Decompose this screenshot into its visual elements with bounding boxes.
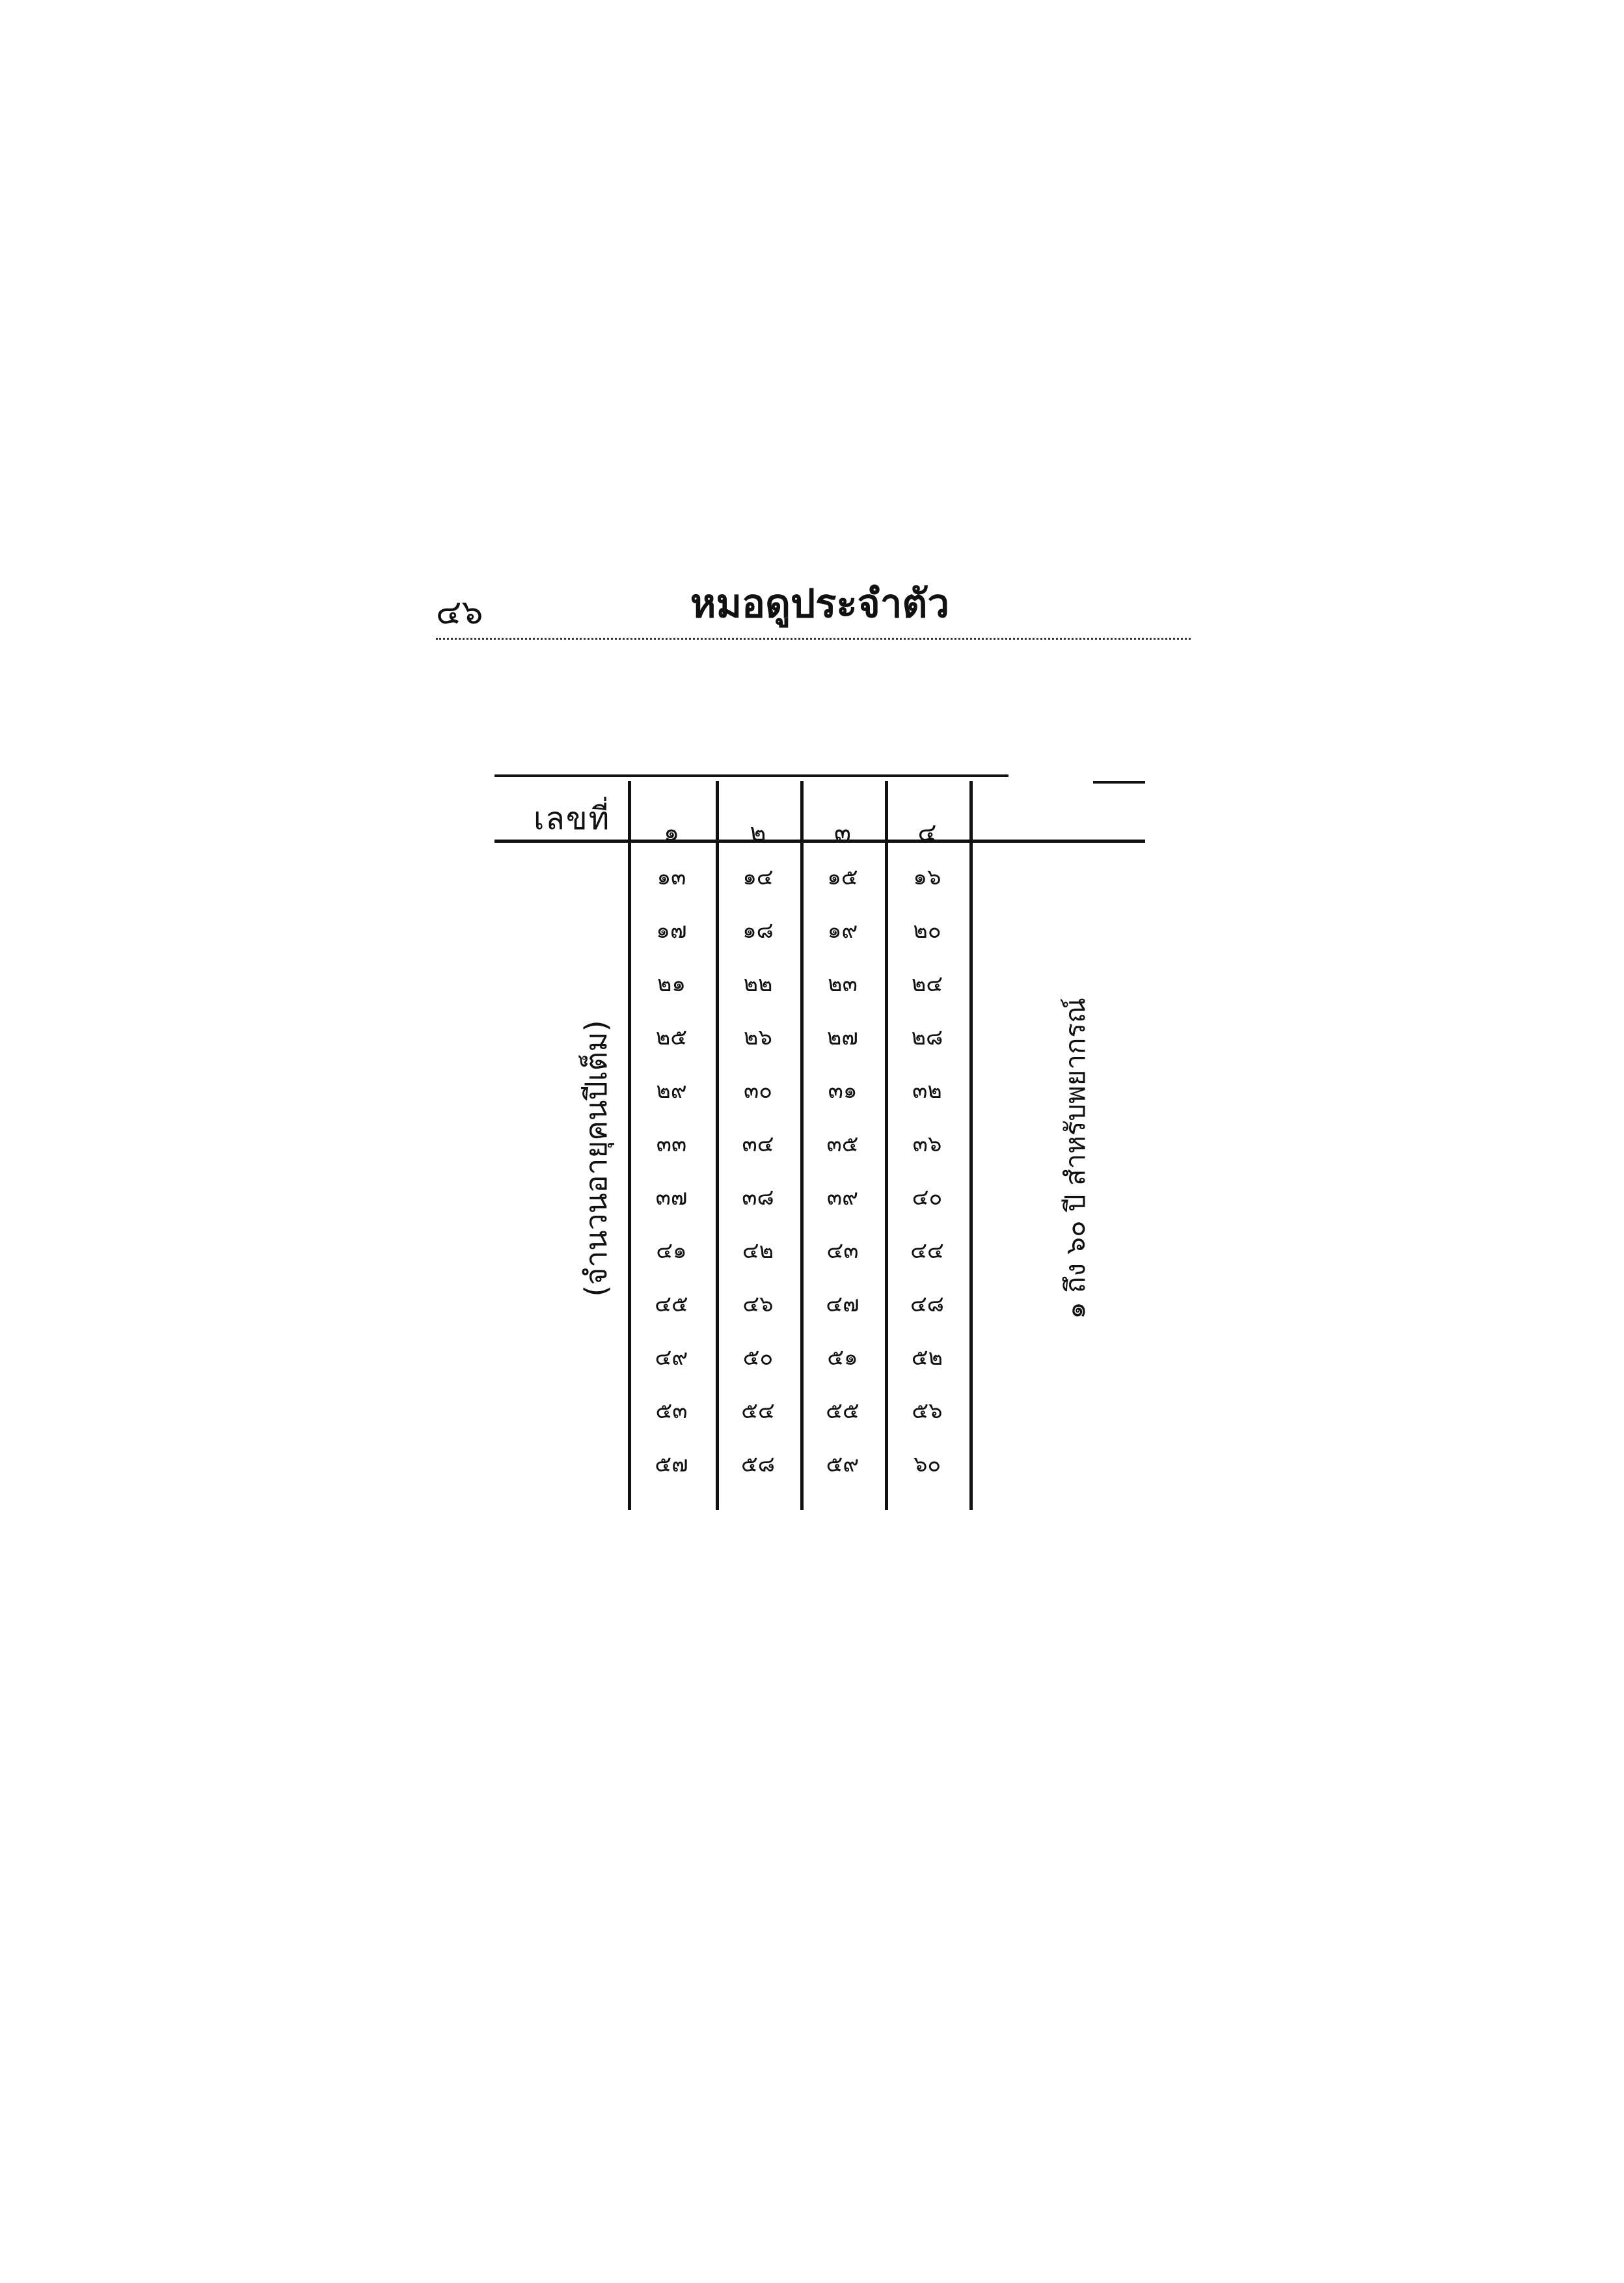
- column-header: ๒: [750, 818, 766, 847]
- table-cell: ๒๑: [657, 971, 686, 997]
- table-cell: ๓๒: [912, 1078, 942, 1104]
- col-divider-0: [628, 781, 631, 846]
- table-top-rule: [494, 774, 1008, 777]
- table-cell: ๑๔: [742, 864, 774, 890]
- table-cell: ๕๕: [826, 1398, 859, 1424]
- table-cell: ๒๙: [656, 1078, 687, 1104]
- table-cell: ๓๐: [744, 1078, 772, 1104]
- table-cell: ๕๓: [655, 1398, 688, 1424]
- table-cell: ๓๙: [826, 1184, 859, 1210]
- row-label-header: เลขที่: [534, 800, 611, 837]
- right-caption: ๑ ถึง ๖๐ ปี สำหรับพยากรณ์: [1059, 998, 1091, 1319]
- table-cell: ๔๙: [655, 1345, 688, 1371]
- table-cell: ๑๖: [913, 864, 941, 890]
- header-rule: [436, 638, 1191, 640]
- table-cell: ๕๑: [827, 1345, 858, 1371]
- table-cell: ๒๐: [913, 918, 941, 944]
- table-cell: ๕๐: [742, 1345, 774, 1371]
- table-cell: ๒๗: [827, 1024, 858, 1050]
- table-cell: ๔๑: [656, 1238, 687, 1264]
- table-cell: ๓๖: [912, 1131, 942, 1157]
- table-cell: ๑๙: [827, 918, 858, 944]
- table-cell: ๓๓: [656, 1131, 687, 1157]
- table-cell: ๑๗: [656, 918, 687, 944]
- table-cell: ๓๘: [742, 1184, 774, 1210]
- table-cell: ๕๗: [655, 1451, 688, 1477]
- table-cell: ๑๓: [656, 864, 686, 890]
- col-divider-4: [969, 781, 973, 846]
- body-divider-4: [969, 846, 973, 1510]
- table-cell: ๔๒: [742, 1238, 774, 1264]
- table-cell: ๒๓: [828, 971, 858, 997]
- table-cell: ๒๔: [911, 971, 943, 997]
- age-number-table: [494, 774, 1145, 1516]
- left-caption: (จำนวนอายุคนปีเต็ม): [578, 1020, 614, 1297]
- body-divider-0: [628, 846, 631, 1510]
- table-cell: ๔๓: [826, 1238, 859, 1264]
- table-cell: ๓๑: [828, 1078, 858, 1104]
- table-cell: ๔๘: [910, 1291, 944, 1317]
- table-cell: ๔๐: [912, 1184, 943, 1210]
- table-cell: ๕๘: [741, 1451, 775, 1477]
- table-cell: ๒๕: [655, 1024, 688, 1050]
- table-cell: ๕๔: [741, 1398, 775, 1424]
- column-header: ๔: [917, 818, 937, 847]
- table-cell: ๓๔: [742, 1131, 774, 1157]
- table-top-rule-end: [1093, 781, 1145, 784]
- table-cell: ๖๐: [913, 1451, 941, 1477]
- table-cell: ๒๖: [744, 1024, 772, 1050]
- page-header: [436, 573, 1191, 644]
- table-cell: ๓๗: [655, 1184, 688, 1210]
- table-cell: ๑๘: [742, 918, 774, 944]
- table-cell: ๓๕: [826, 1131, 859, 1157]
- table-cell: ๕๙: [826, 1451, 859, 1477]
- column-header: ๓: [834, 818, 851, 847]
- table-cell: ๔๗: [826, 1291, 859, 1317]
- page-title: หมอดูประจำตัว: [690, 581, 950, 627]
- table-cell: ๔๖: [742, 1291, 774, 1317]
- table-cell: ๔๕: [655, 1291, 688, 1317]
- table-cell: ๔๔: [910, 1238, 944, 1264]
- table-cell: ๕๖: [912, 1398, 943, 1424]
- page-number: ๔๖: [436, 593, 483, 632]
- table-cell: ๕๒: [911, 1345, 943, 1371]
- table-cell: ๒๒: [743, 971, 773, 997]
- table-cell: ๑๕: [827, 864, 858, 890]
- column-header: ๑: [663, 818, 680, 847]
- table-cell: ๒๘: [911, 1024, 943, 1050]
